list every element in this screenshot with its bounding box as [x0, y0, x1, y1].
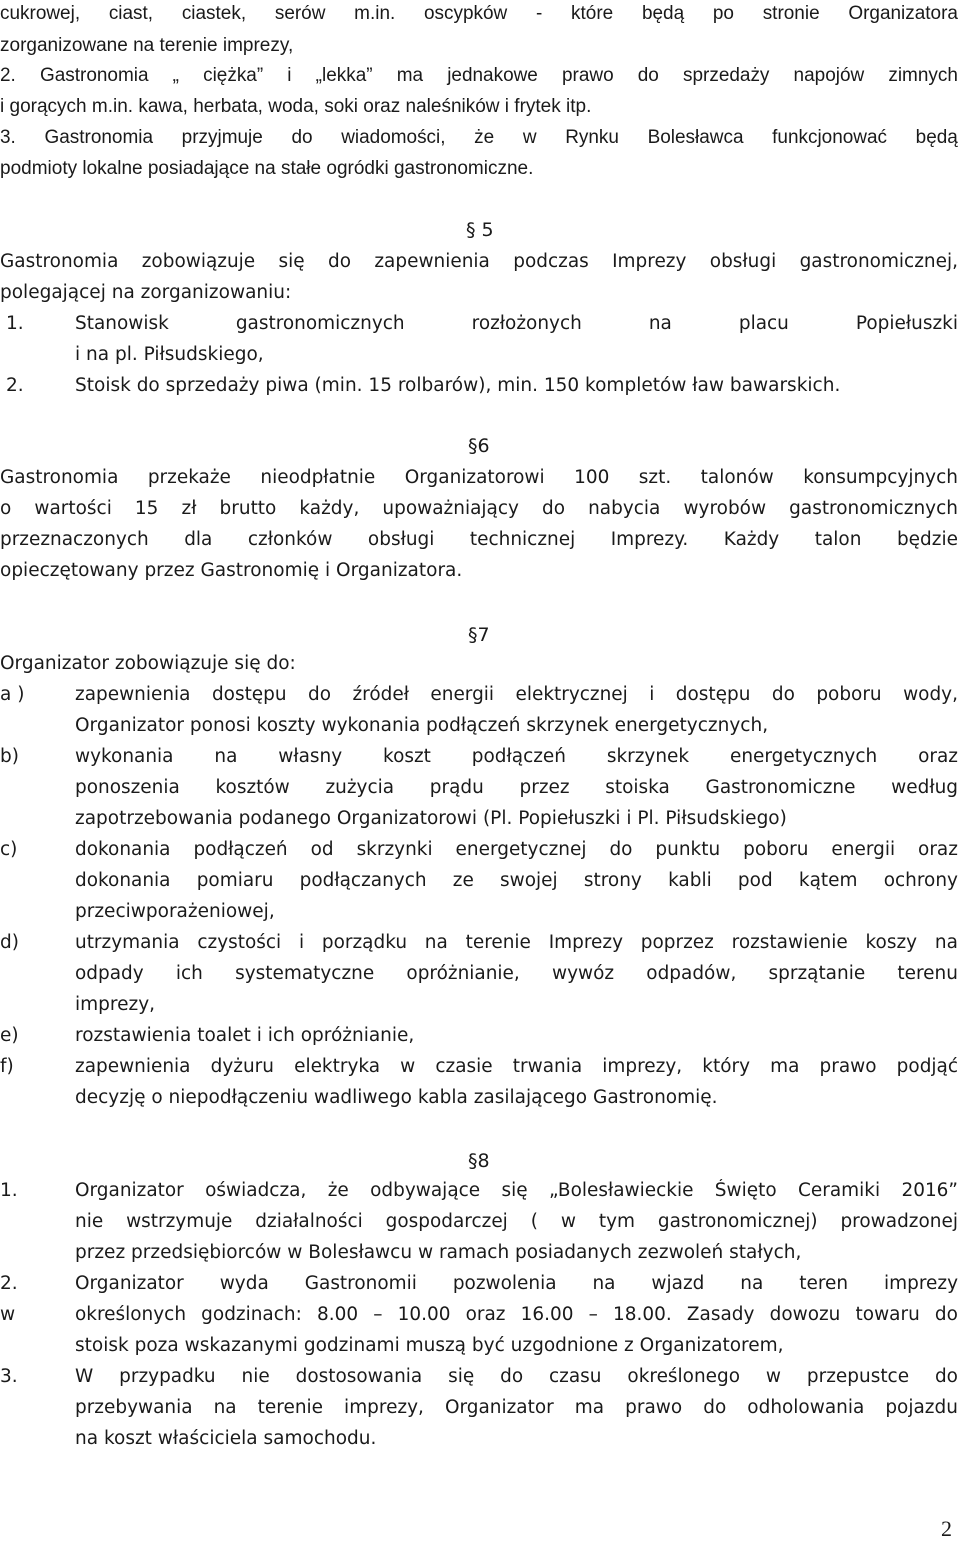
word: wiadomości, — [341, 127, 446, 148]
word: oraz — [918, 746, 958, 767]
word: będą — [641, 3, 685, 24]
word: odpadów, — [646, 963, 737, 984]
word: energii — [831, 839, 896, 860]
word: w — [522, 127, 537, 148]
word: określonych — [75, 1304, 187, 1325]
word: w — [400, 1056, 416, 1077]
word: „ — [172, 65, 179, 86]
word: Imprezy. — [610, 529, 689, 550]
word: energetycznej — [455, 839, 587, 860]
word: przeznaczonych — [0, 529, 149, 550]
word: Każdy — [723, 529, 780, 550]
word: cukrowej, — [0, 3, 81, 24]
list-item-line: Organizator ponosi koszty wykonania podłączeń skrzynek energetycznych, — [75, 715, 769, 736]
paragraph-line: polegającej na zorganizowaniu: — [0, 282, 292, 303]
list-item-line — [75, 965, 958, 984]
word: nabycia — [588, 498, 661, 519]
list-item-line — [75, 1213, 958, 1232]
word: 8.00 — [316, 1304, 359, 1325]
word: czystości — [197, 932, 282, 953]
word: ciastek, — [181, 3, 247, 24]
word: na — [648, 313, 672, 334]
word: Gastronomia — [44, 127, 154, 148]
word: oraz — [918, 839, 958, 860]
word: skrzynki — [356, 839, 433, 860]
word: szt. — [638, 467, 672, 488]
list-item-line: na koszt właściciela samochodu. — [75, 1428, 377, 1449]
word: poboru — [743, 839, 809, 860]
word: członków — [247, 529, 333, 550]
word: nie — [75, 1211, 104, 1232]
word: że — [474, 127, 495, 148]
word: podłączeń — [471, 746, 566, 767]
word: Ceramiki — [798, 1180, 881, 1201]
list-item-line — [75, 748, 958, 767]
word: pozwolenia — [452, 1273, 557, 1294]
word: każdy, — [299, 498, 360, 519]
word: porządku — [321, 932, 408, 953]
word: do — [771, 684, 795, 705]
list-item-line — [75, 686, 958, 705]
word: terenu — [897, 963, 958, 984]
word: wyda — [219, 1273, 269, 1294]
word: tym — [598, 1211, 635, 1232]
word: Organizator — [444, 1397, 554, 1418]
paragraph-line: opieczętowany przez Gastronomię i Organizatora. — [0, 560, 463, 581]
paragraph-line — [0, 469, 958, 488]
word: ( — [530, 1211, 538, 1232]
word: prowadzonej — [840, 1211, 958, 1232]
word: na — [213, 1397, 237, 1418]
word: przepustce — [806, 1366, 910, 1387]
word: rozstawienie — [731, 932, 848, 953]
word: Organizatorowi — [404, 467, 545, 488]
text-line — [0, 4, 958, 23]
word: koszt — [383, 746, 431, 767]
word: źródeł — [352, 684, 409, 705]
word: dyżuru — [210, 1056, 274, 1077]
text-line — [0, 66, 958, 85]
list-item-line: zapotrzebowania podanego Organizatorowi (Pl. Popiełuszki i Pl. Piłsudskiego) — [75, 808, 787, 829]
word: na — [214, 746, 238, 767]
word: Imprezy — [612, 251, 687, 272]
word: jednakowe — [447, 65, 538, 86]
list-item-line — [75, 1399, 958, 1418]
word: talon — [814, 529, 862, 550]
word: które — [571, 3, 614, 24]
word: pod — [737, 870, 773, 891]
page-number: 2 — [941, 1516, 952, 1541]
word: 3. — [0, 127, 16, 148]
word: czasie — [435, 1056, 493, 1077]
word: gastronomicznych — [235, 313, 405, 334]
section-heading-5: § 5 — [466, 219, 494, 241]
word: o — [0, 498, 12, 519]
word: 2016” — [901, 1180, 958, 1201]
word: poboru — [816, 684, 882, 705]
word: trwania — [512, 1056, 583, 1077]
list-item-line: Stoisk do sprzedaży piwa (min. 15 rolbarów), min. 150 kompletów ław bawarskich. — [75, 375, 841, 396]
word: energii — [430, 684, 495, 705]
word: godzinach: — [201, 1304, 302, 1325]
word: opróżnianie, — [406, 963, 520, 984]
word: 15 — [134, 498, 159, 519]
list-marker: c) — [0, 839, 18, 860]
word: ochrony — [883, 870, 958, 891]
word: do — [637, 65, 659, 86]
word: 100 — [574, 467, 610, 488]
word: do — [541, 498, 566, 519]
list-item-line — [75, 1275, 958, 1294]
word: nie — [241, 1366, 270, 1387]
word: się — [278, 251, 305, 272]
word: poprzez — [640, 932, 714, 953]
word: odholowania — [747, 1397, 865, 1418]
word: przypadku — [119, 1366, 216, 1387]
word: który — [702, 1056, 751, 1077]
word: podczas — [513, 251, 589, 272]
word: na — [424, 932, 448, 953]
word: technicznej — [469, 529, 576, 550]
list-item-line — [75, 1058, 958, 1077]
text-line — [0, 128, 958, 147]
paragraph-line: Organizator zobowiązuje się do: — [0, 653, 296, 674]
word: Święto — [714, 1180, 777, 1201]
word: wody, — [903, 684, 958, 705]
word: dla — [184, 529, 213, 550]
list-item-line — [75, 872, 958, 891]
word: przekaże — [147, 467, 231, 488]
word: – — [588, 1304, 598, 1325]
word: zapewnienia — [75, 684, 191, 705]
word: imprezy, — [344, 1397, 424, 1418]
word: dostosowania — [295, 1366, 423, 1387]
list-number: 1. — [6, 313, 24, 334]
word: dowozu — [769, 1304, 841, 1325]
text-line: podmioty lokalne posiadające na stałe ogródki gastronomiczne. — [0, 158, 534, 179]
word: energetycznych — [729, 746, 878, 767]
word: Organizator — [75, 1180, 184, 1201]
list-item-line — [75, 1306, 958, 1325]
word: talonów — [700, 467, 774, 488]
word: podłączanych — [299, 870, 427, 891]
word: odbywające — [370, 1180, 481, 1201]
word: Bolesławca — [647, 127, 744, 148]
word: kosztów — [215, 777, 290, 798]
word: wyrobów — [683, 498, 767, 519]
word: się — [448, 1366, 475, 1387]
word: - — [535, 3, 543, 24]
word: 2. — [0, 65, 16, 86]
word: do — [934, 1304, 958, 1325]
word: własny — [278, 746, 343, 767]
word: od — [310, 839, 334, 860]
word: kabli — [668, 870, 712, 891]
word: kątem — [798, 870, 858, 891]
word: dostępu — [211, 684, 287, 705]
word: prawo — [625, 1397, 683, 1418]
list-item-line: imprezy, — [75, 994, 156, 1015]
word: serów — [274, 3, 326, 24]
word: towaru — [855, 1304, 920, 1325]
word: na — [934, 932, 958, 953]
word: odpady — [75, 963, 144, 984]
word: prawo — [819, 1056, 877, 1077]
word: wjazd — [651, 1273, 705, 1294]
word: zużycia — [325, 777, 395, 798]
word: Zasady — [686, 1304, 755, 1325]
word: się — [501, 1180, 528, 1201]
list-item-line: przeciwporażeniowej, — [75, 901, 275, 922]
word: ma — [396, 65, 424, 86]
word: do — [291, 127, 313, 148]
word: oświadcza, — [205, 1180, 307, 1201]
word: dostępu — [675, 684, 751, 705]
word: wykonania — [75, 746, 174, 767]
word: wstrzymuje — [126, 1211, 233, 1232]
list-marker: b) — [0, 746, 19, 767]
word: do — [934, 1366, 958, 1387]
word: sprzątanie — [768, 963, 866, 984]
word: przez — [519, 777, 570, 798]
list-marker: e) — [0, 1025, 19, 1046]
word: po — [712, 3, 734, 24]
word: ciężka” — [203, 65, 264, 86]
word: ze — [452, 870, 474, 891]
word: przebywania — [75, 1397, 193, 1418]
word: Gastronomia — [0, 467, 119, 488]
list-number: 3. — [0, 1366, 18, 1387]
word: zapewnienia — [374, 251, 490, 272]
word: na — [592, 1273, 616, 1294]
word: konsumpcyjnych — [803, 467, 958, 488]
list-item-line — [75, 934, 958, 953]
word: Gastronomia — [39, 65, 149, 86]
word: W — [75, 1366, 94, 1387]
word: punktu — [655, 839, 721, 860]
word: napojów — [793, 65, 865, 86]
word: do — [308, 684, 332, 705]
word: do — [327, 251, 352, 272]
word: Stanowisk — [75, 313, 169, 334]
word: ma — [770, 1056, 800, 1077]
word: Imprezy — [548, 932, 624, 953]
word: że — [327, 1180, 349, 1201]
word: ich — [175, 963, 203, 984]
word: pomiaru — [196, 870, 274, 891]
word: „Bolesławieckie — [549, 1180, 694, 1201]
word: ponoszenia — [75, 777, 180, 798]
word: Organizatora — [848, 3, 958, 24]
word: placu — [738, 313, 789, 334]
word: funkcjonować — [772, 127, 888, 148]
word: koszy — [865, 932, 918, 953]
list-number: 2. — [0, 1273, 18, 1294]
word: będzie — [896, 529, 958, 550]
word: określonego — [627, 1366, 741, 1387]
section-heading-7: §7 — [468, 624, 490, 646]
word: ciast, — [108, 3, 154, 24]
word: zapewnienia — [75, 1056, 191, 1077]
word: Gastronomii — [304, 1273, 417, 1294]
word: zobowiązuje — [141, 251, 256, 272]
word: i — [287, 65, 292, 86]
word: gospodarczej — [385, 1211, 508, 1232]
word: gastronomicznych — [789, 498, 958, 519]
word: – — [373, 1304, 383, 1325]
word: strony — [583, 870, 642, 891]
word: imprezy — [884, 1273, 958, 1294]
list-item-line: przez przedsiębiorców w Bolesławcu w ramach posiadanych zezwoleń stałych, — [75, 1242, 802, 1263]
list-item-line — [75, 1368, 958, 1387]
word: skrzynek — [606, 746, 690, 767]
text-line: zorganizowane na terenie imprezy, — [0, 35, 294, 56]
word: stoiska — [605, 777, 670, 798]
word: 18.00. — [613, 1304, 672, 1325]
list-number: 1. — [0, 1180, 18, 1201]
word: sprzedaży — [682, 65, 770, 86]
word: 10.00 — [397, 1304, 451, 1325]
list-marker: f) — [0, 1056, 14, 1077]
word: oraz — [465, 1304, 506, 1325]
word: elektrycznej — [515, 684, 628, 705]
list-item-line: stoisk poza wskazanymi godzinami muszą być uzgodnione z Organizatorem, — [75, 1335, 784, 1356]
word: działalności — [255, 1211, 363, 1232]
word: obsługi — [709, 251, 777, 272]
word: Rynku — [565, 127, 619, 148]
word: wartości — [34, 498, 112, 519]
list-marker: d) — [0, 932, 19, 953]
word: do — [703, 1397, 727, 1418]
word: Gastronomiczne — [705, 777, 856, 798]
word: na — [740, 1273, 764, 1294]
word: utrzymania — [75, 932, 180, 953]
paragraph-line — [0, 253, 958, 272]
word: teren — [799, 1273, 849, 1294]
word: Gastronomia — [0, 251, 119, 272]
list-item-line: decyzję o niepodłączeniu wadliwego kabla zasilającego Gastronomię. — [75, 1087, 718, 1108]
list-item-line: i na pl. Piłsudskiego, — [75, 344, 264, 365]
word: do — [500, 1366, 524, 1387]
word: i — [649, 684, 655, 705]
word: oscypków — [424, 3, 508, 24]
word: będą — [915, 127, 958, 148]
word: elektryka — [294, 1056, 381, 1077]
text-line: i gorących m.in. kawa, herbata, woda, soki oraz naleśników i frytek itp. — [0, 96, 592, 117]
word: zł — [181, 498, 197, 519]
word: podłączeń — [193, 839, 288, 860]
word: „lekka” — [315, 65, 373, 86]
list-number: 2. — [6, 375, 24, 396]
word: i — [298, 932, 305, 953]
word: 16.00 — [520, 1304, 574, 1325]
list-item-line — [75, 779, 958, 798]
word: pojazdu — [885, 1397, 958, 1418]
list-marker: w — [0, 1304, 16, 1325]
word: upoważniający — [382, 498, 519, 519]
word: imprezy, — [602, 1056, 683, 1077]
section-heading-6: §6 — [468, 435, 490, 457]
word: ma — [574, 1397, 605, 1418]
word: dokonania — [75, 839, 171, 860]
word: w — [765, 1366, 782, 1387]
list-marker: a ) — [0, 684, 25, 705]
word: rozłożonych — [471, 313, 582, 334]
word: w — [560, 1211, 576, 1232]
word: Popiełuszki — [855, 313, 958, 334]
list-item-line — [75, 841, 958, 860]
word: czasu — [549, 1366, 602, 1387]
word: obsługi — [367, 529, 435, 550]
word: gastronomicznej) — [657, 1211, 818, 1232]
list-item-line — [75, 315, 958, 334]
word: dokonania — [75, 870, 171, 891]
section-heading-8: §8 — [468, 1150, 490, 1172]
word: terenie — [465, 932, 531, 953]
word: brutto — [219, 498, 277, 519]
list-item-line — [75, 1182, 958, 1201]
word: gastronomicznej, — [799, 251, 958, 272]
word: m.in. — [354, 3, 396, 24]
word: do — [609, 839, 633, 860]
word: prawo — [561, 65, 614, 86]
word: nieodpłatnie — [260, 467, 376, 488]
word: przyjmuje — [181, 127, 263, 148]
word: według — [891, 777, 958, 798]
word: Organizator — [75, 1273, 184, 1294]
word: wywóz — [551, 963, 615, 984]
word: podjąć — [896, 1056, 958, 1077]
word: prądu — [429, 777, 484, 798]
paragraph-line — [0, 500, 958, 519]
word: swojej — [500, 870, 558, 891]
list-item-line: rozstawienia toalet i ich opróżnianie, — [75, 1025, 415, 1046]
paragraph-line — [0, 531, 958, 550]
word: systematyczne — [235, 963, 375, 984]
word: terenie — [257, 1397, 324, 1418]
word: stronie — [762, 3, 820, 24]
word: zimnych — [888, 65, 958, 86]
